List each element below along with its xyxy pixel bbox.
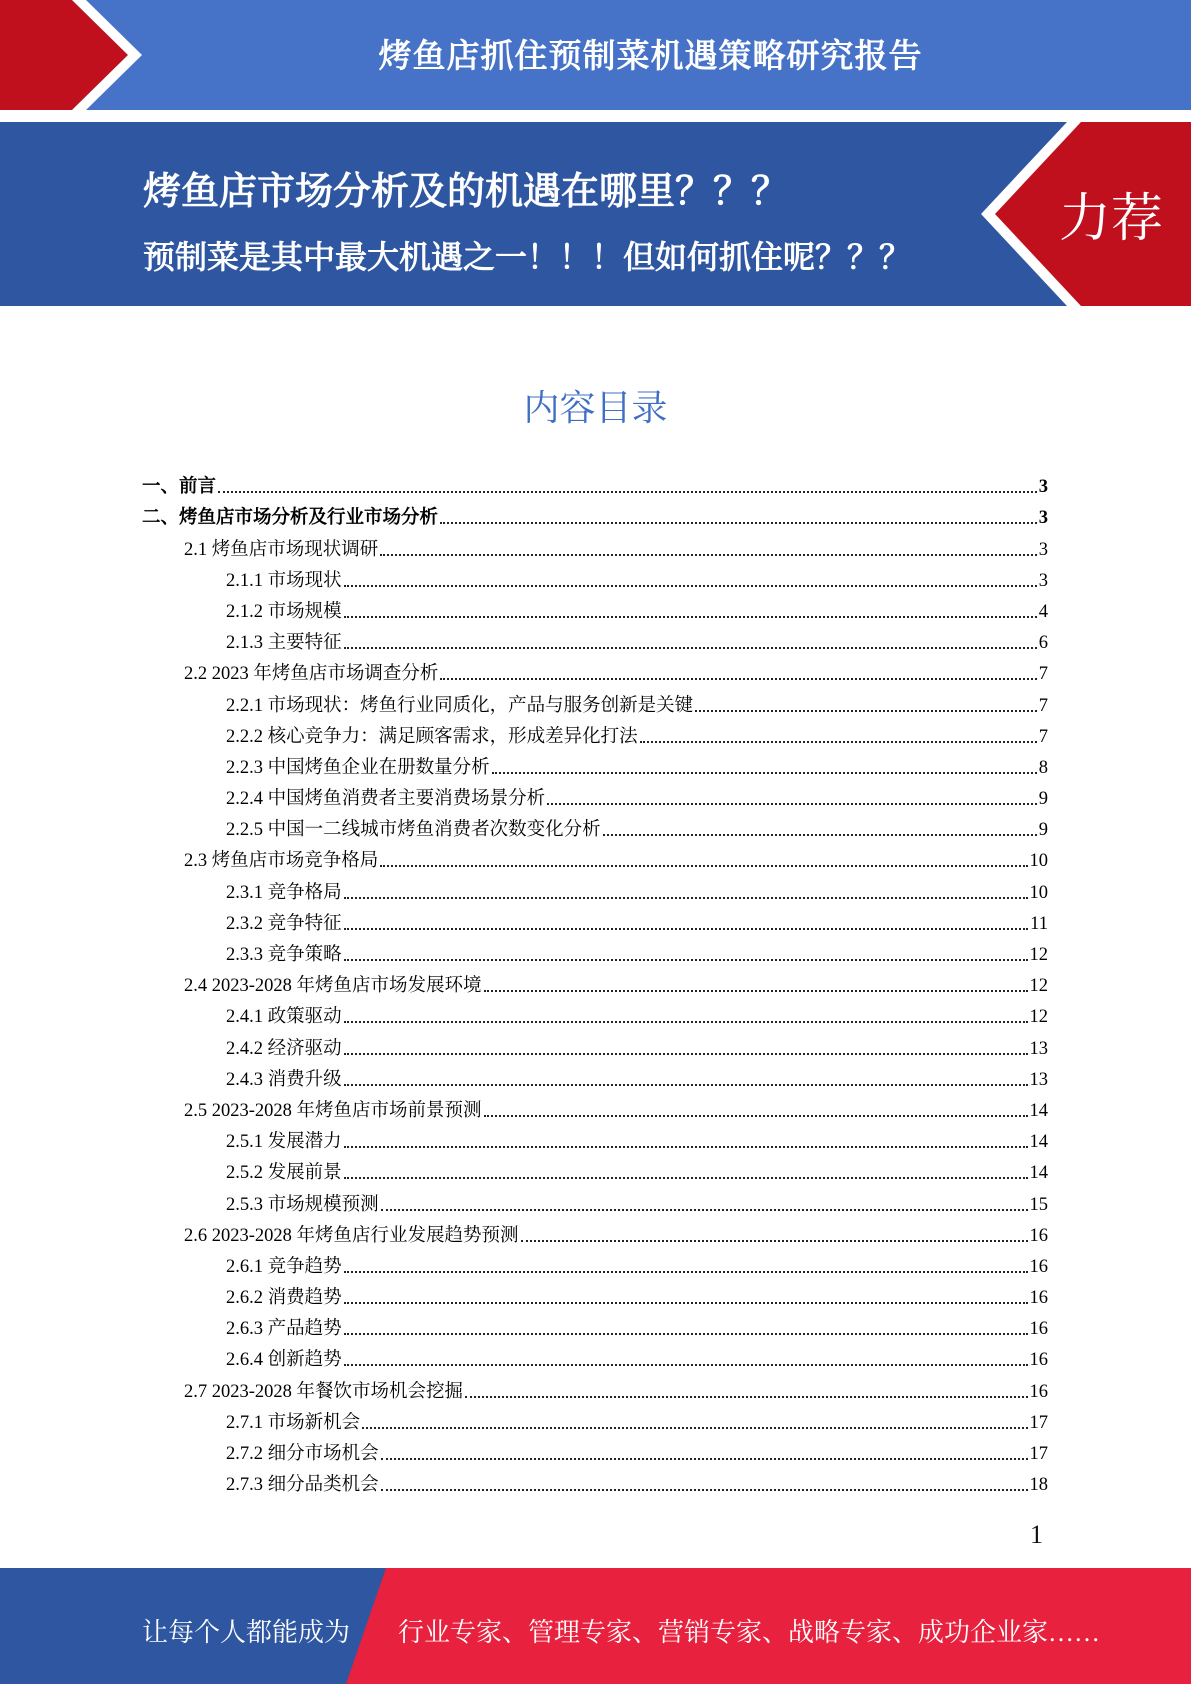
toc-entry[interactable]	[142, 624, 1048, 655]
toc-dot-leader	[440, 678, 1036, 680]
toc-entry-label: 2.1.2 市场规模	[226, 601, 342, 622]
toc-entry-label: 一、前言	[142, 477, 217, 498]
toc-entry-page: 11	[1030, 913, 1048, 934]
toc-entry-page: 17	[1029, 1412, 1048, 1433]
toc-entry[interactable]	[142, 905, 1048, 936]
toc-dot-leader	[344, 647, 1037, 649]
toc-dot-leader	[344, 959, 1028, 961]
toc-entry-page: 3	[1038, 570, 1048, 591]
toc-entry[interactable]	[142, 1123, 1048, 1154]
headline-question: 烤鱼店市场分析及的机遇在哪里？？？	[143, 169, 790, 213]
footer-roles: 行业专家、管理专家、营销专家、战略专家、成功企业家……	[398, 1618, 1101, 1647]
toc-entry[interactable]	[142, 593, 1048, 624]
toc-dot-leader	[344, 897, 1028, 899]
toc-entry-page: 7	[1038, 664, 1048, 685]
toc-dot-leader	[344, 1271, 1028, 1273]
toc-entry-page: 12	[1029, 976, 1048, 997]
toc-dot-leader	[380, 865, 1027, 867]
toc-entry-label: 2.2.2 核心竞争力：满足顾客需求，形成差异化打法	[226, 726, 638, 747]
toc-entry-page: 14	[1029, 1132, 1048, 1153]
footer	[0, 1568, 1191, 1684]
toc-entry[interactable]	[142, 530, 1048, 561]
toc-dot-leader	[344, 1302, 1028, 1304]
toc-entry-page: 6	[1038, 633, 1048, 654]
toc-entry[interactable]	[142, 1466, 1048, 1497]
toc-entry-label: 2.4 2023-2028 年烤鱼店市场发展环境	[184, 976, 482, 997]
toc-entry-label: 二、烤鱼店市场分析及行业市场分析	[142, 508, 439, 529]
toc-entry-label: 2.3.1 竞争格局	[226, 882, 342, 903]
headline-subtitle: 预制菜是其中最大机遇之一！！！但如何抓住呢？？？	[143, 238, 912, 276]
toc-dot-leader	[640, 741, 1037, 743]
toc-entry-page: 9	[1038, 789, 1048, 810]
footer-slogan: 让每个人都能成为	[142, 1618, 351, 1647]
toc-entry[interactable]	[142, 499, 1048, 530]
toc-entry-label: 2.7.1 市场新机会	[226, 1412, 361, 1433]
toc-entry-label: 2.5 2023-2028 年烤鱼店市场前景预测	[184, 1100, 482, 1121]
toc-dot-leader	[381, 1458, 1028, 1460]
toc-entry-label: 2.2.1 市场现状：烤鱼行业同质化，产品与服务创新是关键	[226, 695, 694, 716]
toc-entry-label: 2.3 烤鱼店市场竞争格局	[184, 851, 379, 872]
toc-entry-label: 2.6 2023-2028 年烤鱼店行业发展趋势预测	[184, 1225, 519, 1246]
toc-entry-label: 2.6.4 创新趋势	[226, 1350, 342, 1371]
toc-dot-leader	[381, 1209, 1028, 1211]
toc-entry[interactable]	[142, 1217, 1048, 1248]
toc-entry[interactable]	[142, 749, 1048, 780]
toc-entry-label: 2.1 烤鱼店市场现状调研	[184, 539, 379, 560]
toc-entry-page: 10	[1029, 851, 1048, 872]
toc-dot-leader	[344, 1333, 1028, 1335]
toc-entry[interactable]	[142, 1404, 1048, 1435]
toc-entry[interactable]	[142, 1435, 1048, 1466]
toc-entry[interactable]	[142, 1092, 1048, 1123]
toc-entry-label: 2.5.3 市场规模预测	[226, 1194, 379, 1215]
toc-entry[interactable]	[142, 468, 1048, 499]
toc-dot-leader	[344, 928, 1029, 930]
toc-entry[interactable]	[142, 1341, 1048, 1372]
toc-entry[interactable]	[142, 655, 1048, 686]
toc-dot-leader	[381, 1489, 1028, 1491]
toc-entry[interactable]	[142, 811, 1048, 842]
toc-entry-page: 3	[1038, 539, 1048, 560]
toc-entry-page: 13	[1029, 1038, 1048, 1059]
toc-entry[interactable]	[142, 718, 1048, 749]
toc-entry-page: 16	[1029, 1288, 1048, 1309]
toc-dot-leader	[547, 803, 1037, 805]
toc-entry[interactable]	[142, 1248, 1048, 1279]
toc-entry-label: 2.7 2023-2028 年餐饮市场机会挖掘	[184, 1381, 464, 1402]
toc-entry-label: 2.1.1 市场现状	[226, 570, 342, 591]
toc-entry-page: 12	[1029, 945, 1048, 965]
toc-entry-label: 2.1.3 主要特征	[226, 633, 342, 654]
toc-dot-leader	[492, 772, 1037, 774]
page-number: 1	[1030, 1520, 1043, 1549]
toc-entry-page: 9	[1038, 820, 1048, 841]
toc-entry[interactable]	[142, 1154, 1048, 1185]
toc-title: 内容目录	[523, 388, 668, 429]
toc-entry-page: 8	[1038, 757, 1048, 778]
toc-entry-label: 2.7.2 细分市场机会	[226, 1444, 379, 1464]
toc-entry-page: 3	[1038, 508, 1048, 529]
toc-entry-page: 16	[1029, 1225, 1048, 1246]
toc-entry-label: 2.2.5 中国一二线城市烤鱼消费者次数变化分析	[226, 820, 601, 841]
toc-entry[interactable]	[142, 1061, 1048, 1092]
toc-entry[interactable]	[142, 1029, 1048, 1060]
toc-entry[interactable]	[142, 1372, 1048, 1403]
toc-dot-leader	[344, 1053, 1028, 1055]
toc-dot-leader	[440, 522, 1037, 524]
toc-entry[interactable]	[142, 842, 1048, 873]
toc-dot-leader	[344, 1364, 1028, 1366]
toc-dot-leader	[344, 616, 1037, 618]
toc-dot-leader	[362, 1427, 1027, 1429]
toc-entry[interactable]	[142, 1185, 1048, 1216]
toc-entry-page: 14	[1029, 1163, 1048, 1184]
toc-dot-leader	[465, 1396, 1027, 1398]
toc-entry-label: 2.2 2023 年烤鱼店市场调查分析	[184, 664, 439, 685]
toc-dot-leader	[344, 1146, 1028, 1148]
toc-entry-page: 17	[1029, 1444, 1048, 1464]
toc-dot-leader	[344, 585, 1037, 587]
toc-entry-page: 16	[1029, 1350, 1048, 1371]
toc-entry[interactable]	[142, 998, 1048, 1029]
toc-entry[interactable]	[142, 562, 1048, 593]
toc-entry-label: 2.4.2 经济驱动	[226, 1038, 342, 1059]
toc-entry-label: 2.3.2 竞争特征	[226, 913, 342, 934]
report-title: 烤鱼店抓住预制菜机遇策略研究报告	[378, 36, 923, 75]
toc-dot-leader	[344, 1177, 1028, 1179]
toc-entry-page: 13	[1029, 1069, 1048, 1090]
toc-dot-leader	[484, 1115, 1028, 1117]
toc-entry[interactable]	[142, 967, 1048, 998]
toc-entry-label: 2.6.2 消费趋势	[226, 1288, 342, 1309]
toc-entry-label: 2.5.1 发展潜力	[226, 1132, 342, 1153]
toc-entry-page: 14	[1029, 1100, 1048, 1121]
toc-entry-label: 2.5.2 发展前景	[226, 1163, 342, 1184]
toc-entry-label: 2.3.3 竞争策略	[226, 945, 342, 965]
toc-dot-leader	[484, 990, 1028, 992]
toc-entry-page: 7	[1038, 695, 1048, 716]
recommend-badge-text: 力荐	[1058, 189, 1163, 249]
toc-entry[interactable]	[142, 1310, 1048, 1341]
toc-dot-leader	[521, 1240, 1028, 1242]
toc-entry[interactable]	[142, 873, 1048, 904]
toc-dot-leader	[344, 1084, 1028, 1086]
toc-dot-leader	[603, 834, 1037, 836]
toc-entry[interactable]	[142, 936, 1048, 967]
toc-entry-page: 10	[1029, 882, 1048, 903]
toc-entry[interactable]	[142, 686, 1048, 717]
toc-entry-label: 2.6.1 竞争趋势	[226, 1256, 342, 1277]
red-arrow-decoration	[0, 0, 160, 110]
toc-entry-page: 12	[1029, 1007, 1048, 1028]
toc-entry-page: 3	[1038, 477, 1048, 498]
toc-entry-page: 7	[1038, 726, 1048, 747]
toc-entry-label: 2.2.3 中国烤鱼企业在册数量分析	[226, 757, 490, 778]
toc-entry-page: 15	[1029, 1194, 1048, 1215]
toc-dot-leader	[218, 491, 1037, 493]
toc-entry-label: 2.7.3 细分品类机会	[226, 1475, 379, 1496]
toc-entry-label: 2.4.1 政策驱动	[226, 1007, 342, 1028]
toc-entry-label: 2.6.3 产品趋势	[226, 1319, 342, 1340]
toc-entry-page: 16	[1029, 1381, 1048, 1402]
toc-entry-page: 16	[1029, 1256, 1048, 1277]
top-banner	[0, 0, 1191, 110]
toc-entry-page: 4	[1038, 601, 1048, 622]
toc-dot-leader	[380, 554, 1036, 556]
toc-entry[interactable]	[142, 1279, 1048, 1310]
toc-dot-leader	[344, 1021, 1028, 1023]
toc-dot-leader	[695, 710, 1037, 712]
toc-entry[interactable]	[142, 780, 1048, 811]
toc-list	[142, 468, 1048, 1497]
toc-entry-page: 16	[1029, 1319, 1048, 1340]
toc-entry-page: 18	[1029, 1475, 1048, 1496]
toc-entry-label: 2.2.4 中国烤鱼消费者主要消费场景分析	[226, 789, 546, 810]
toc-entry-label: 2.4.3 消费升级	[226, 1069, 342, 1090]
